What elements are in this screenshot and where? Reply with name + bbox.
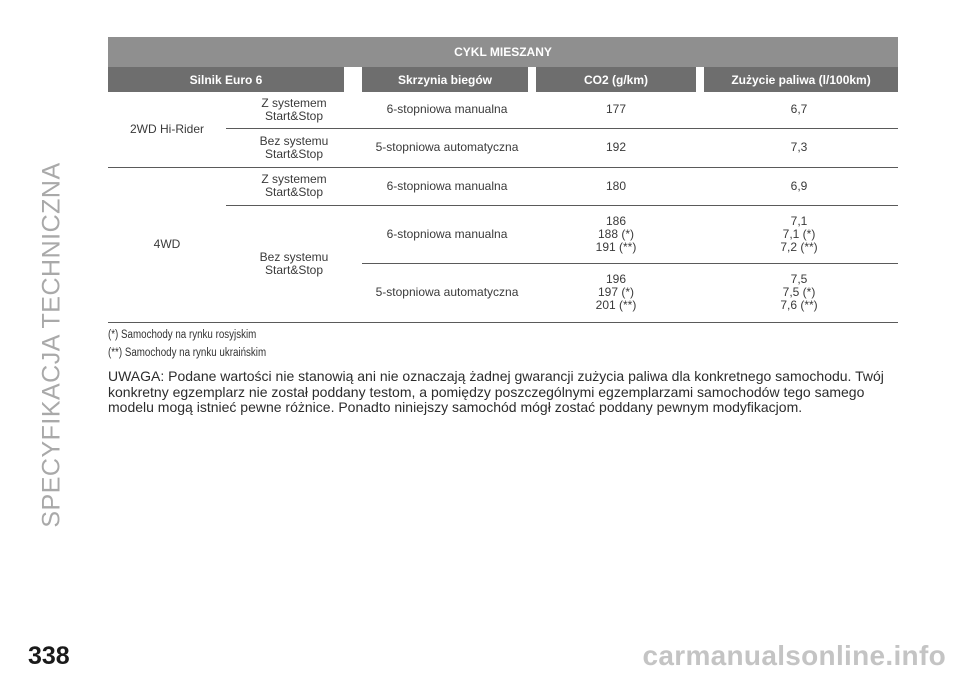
table-row [108, 128, 898, 167]
fuel-cell: 6,7 [700, 92, 898, 128]
disclaimer-note: UWAGA: Podane wartości nie stanowią ani nie oznaczają żadnej gwarancji zużycia paliwa dla konkretnego samochodu. Twój konkretny egzemplarz nie został poddany testom, a pomiędzy poszczególnymi egzemplarzami samochodów tego samego modelu mogą istnieć pewne różnice. Ponadto niniejszy samochód mógł zostać poddany pewnym modyfikacjom. [108, 368, 884, 415]
table-title: CYKL MIESZANY [108, 37, 898, 67]
footnotes [108, 326, 266, 362]
gearbox-cell: 6-stopniowa manualna [362, 205, 532, 263]
co2-line: 188 (*) [597, 226, 635, 241]
co2-line: 186 [605, 213, 627, 228]
system-cell [226, 92, 362, 128]
system-line: Z systemem [261, 95, 327, 110]
co2-cell [532, 263, 700, 322]
footnote-ukraine: (**) Samochody na rynku ukraińskim [108, 347, 267, 359]
system-cell [226, 167, 362, 205]
gearbox-cell: 6-stopniowa manualna [362, 167, 532, 205]
fuel-line: 7,1 [790, 213, 808, 228]
page-number: 338 [28, 642, 70, 670]
fuel-line: 7,1 (*) [782, 226, 816, 241]
co2-cell: 180 [532, 167, 700, 205]
fuel-cell [700, 263, 898, 322]
table-row [108, 92, 898, 128]
gearbox-cell: 6-stopniowa manualna [362, 92, 532, 128]
section-side-title: SPECYFIKACJA TECHNICZNA [37, 162, 66, 528]
table-row [108, 167, 898, 205]
co2-cell: 192 [532, 128, 700, 167]
drive-label-4wd: 4WD [108, 167, 226, 322]
system-line: Bez systemu [259, 249, 329, 264]
system-line: Start&Stop [264, 146, 324, 161]
fuel-line: 7,6 (**) [780, 298, 818, 312]
gearbox-cell: 5-stopniowa automatyczna [362, 263, 532, 322]
fuel-consumption-table [108, 37, 898, 323]
co2-line: 196 [605, 272, 627, 286]
header-fuel: Zużycie paliwa (l/100km) [700, 67, 898, 92]
fuel-line: 7,5 (*) [782, 285, 816, 299]
system-cell [226, 205, 362, 322]
fuel-line: 7,2 (**) [780, 239, 818, 254]
fuel-cell: 7,3 [700, 128, 898, 167]
fuel-line: 7,5 [790, 272, 808, 286]
co2-line: 197 (*) [597, 285, 635, 299]
footnote-russia: (*) Samochody na rynku rosyjskim [108, 329, 257, 341]
header-engine: Silnik Euro 6 [108, 67, 344, 92]
header-gearbox: Skrzynia biegów [362, 67, 532, 92]
fuel-cell: 6,9 [700, 167, 898, 205]
gearbox-cell: 5-stopniowa automatyczna [362, 128, 532, 167]
system-line: Start&Stop [264, 262, 324, 277]
watermark: carmanualsonline.info [642, 640, 946, 671]
co2-cell [532, 205, 700, 263]
co2-cell: 177 [532, 92, 700, 128]
system-line: Start&Stop [264, 185, 324, 199]
system-line: Bez systemu [259, 133, 329, 148]
header-gap [344, 67, 362, 92]
co2-line: 201 (**) [595, 298, 637, 312]
drive-label-2wd: 2WD Hi-Rider [108, 92, 226, 167]
system-line: Z systemem [261, 172, 327, 186]
system-line: Start&Stop [264, 108, 324, 123]
header-co2: CO2 (g/km) [532, 67, 700, 92]
fuel-cell [700, 205, 898, 263]
table-row [108, 205, 898, 263]
co2-line: 191 (**) [595, 239, 637, 254]
system-cell [226, 128, 362, 167]
